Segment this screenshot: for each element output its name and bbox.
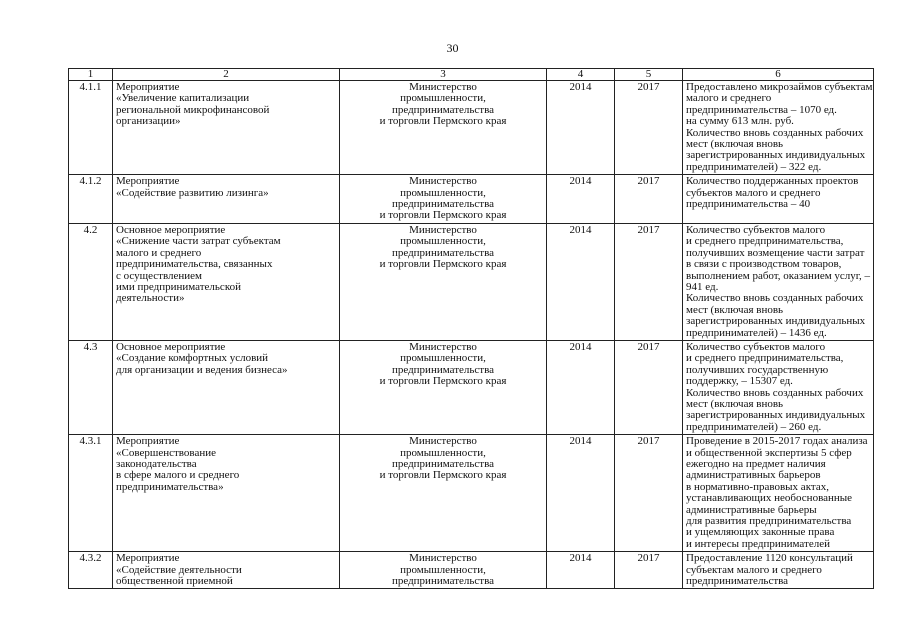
table-row	[69, 552, 874, 589]
executor	[340, 81, 547, 175]
end-year: 2017	[615, 223, 683, 340]
event-name-line: малого и среднего	[116, 246, 202, 259]
expected-result-line: предпринимательства	[686, 575, 789, 588]
expected-result-line: Количество поддержанных проектов	[686, 175, 859, 188]
expected-result	[683, 340, 874, 434]
expected-result	[683, 175, 874, 224]
expected-result-line: предпринимательства – 40	[686, 198, 811, 211]
event-name-line: ими предпринимательской	[116, 280, 241, 293]
end-year: 2017	[615, 81, 683, 175]
header-row	[69, 69, 874, 81]
expected-result	[683, 81, 874, 175]
row-number: 4.3.2	[69, 552, 113, 589]
event-name-line: «Создание комфортных условий	[116, 352, 269, 365]
start-year: 2014	[547, 175, 615, 224]
executor-line: Министерство	[409, 81, 477, 93]
executor-line: промышленности,	[400, 235, 486, 248]
executor-line: предпринимательства	[391, 363, 495, 376]
event-name-line: «Совершенствование	[116, 446, 216, 459]
executor-line: предпринимательства	[391, 246, 495, 259]
event-name	[113, 81, 340, 175]
executor-line: предпринимательства	[391, 198, 495, 211]
header-cell: 4	[547, 69, 615, 81]
expected-result-line: предпринимателей) – 1436 ед.	[686, 326, 827, 339]
executor-line: и торговли Пермского края	[379, 209, 507, 222]
end-year: 2017	[615, 340, 683, 434]
start-year: 2014	[547, 81, 615, 175]
event-name	[113, 175, 340, 224]
header-cell: 5	[615, 69, 683, 81]
end-year: 2017	[615, 552, 683, 589]
executor-line: и торговли Пермского края	[379, 115, 507, 128]
executor-line: предпринимательства	[391, 575, 495, 588]
start-year: 2014	[547, 435, 615, 552]
expected-result-line: и интересы предпринимателей	[686, 537, 830, 550]
executor	[340, 340, 547, 434]
row-number: 4.1.1	[69, 81, 113, 175]
header-cell: 6	[683, 69, 874, 81]
executor-line: Министерство	[409, 435, 477, 448]
event-name-line: деятельности»	[116, 292, 185, 305]
executor-line: Министерство	[409, 340, 477, 353]
expected-result-line: Количество вновь созданных рабочих	[686, 292, 864, 305]
expected-result-line: мест (включая вновь	[686, 397, 784, 410]
expected-result-line: устанавливающих необоснованные	[686, 492, 853, 505]
event-name-line: организации»	[116, 115, 181, 128]
event-name	[113, 552, 340, 589]
expected-result-line: для развития предпринимательства	[686, 515, 852, 528]
event-name	[113, 340, 340, 434]
executor-line: Министерство	[409, 552, 477, 565]
executor	[340, 175, 547, 224]
event-name-line: Основное мероприятие	[116, 223, 226, 236]
expected-result-line: на сумму 613 млн. руб.	[686, 115, 794, 128]
expected-result-line: в нормативно-правовых актах,	[686, 480, 829, 493]
page-number: 30	[446, 41, 459, 55]
executor	[340, 223, 547, 340]
expected-result-line: получивших возмещение части затрат	[686, 246, 865, 259]
expected-result-line: получивших государственную	[686, 363, 829, 376]
expected-result-line: выполнением работ, оказанием услуг, –	[686, 269, 871, 282]
end-year: 2017	[615, 175, 683, 224]
event-name-line: региональной микрофинансовой	[116, 103, 270, 116]
row-number: 4.3.1	[69, 435, 113, 552]
header-cell: 2	[113, 69, 340, 81]
event-name-line: предпринимательства, связанных	[116, 258, 273, 271]
executor-line: промышленности,	[400, 92, 486, 105]
event-name-line: предпринимательства»	[116, 480, 224, 493]
executor-line: промышленности,	[400, 186, 486, 199]
executor-line: и торговли Пермского края	[379, 375, 507, 388]
expected-result	[683, 435, 874, 552]
expected-result-line: предпринимателей) – 260 ед.	[686, 420, 822, 433]
executor-line: промышленности,	[400, 352, 486, 365]
expected-result-line: предпринимателей) – 322 ед.	[686, 160, 822, 173]
event-name-line: Мероприятие	[116, 81, 180, 93]
expected-result-line: ежегодно на предмет наличия	[686, 458, 826, 470]
event-name-line: «Увеличение капитализации	[116, 92, 250, 105]
executor-line: предпринимательства	[391, 458, 495, 470]
executor-line: Министерство	[409, 223, 477, 236]
start-year: 2014	[547, 552, 615, 589]
event-name-line: Мероприятие	[116, 435, 180, 448]
executor-line: промышленности,	[400, 563, 486, 576]
expected-result-line: субъектов малого и среднего	[686, 186, 821, 199]
expected-result	[683, 552, 874, 589]
event-name-line: «Содействие деятельности	[116, 563, 242, 576]
event-name-line: законодательства	[116, 458, 197, 470]
event-name-line: для организации и ведения бизнеса»	[116, 363, 288, 376]
executor	[340, 435, 547, 552]
expected-result-line: в связи с производством товаров,	[686, 258, 842, 271]
table-row	[69, 81, 874, 175]
expected-result-line: зарегистрированных индивидуальных	[686, 409, 866, 422]
executor	[340, 552, 547, 589]
executor-line: Министерство	[409, 175, 477, 188]
row-number: 4.3	[69, 340, 113, 434]
header-cell: 3	[340, 69, 547, 81]
event-name-line: в сфере малого и среднего	[116, 469, 240, 482]
event-name-line: общественной приемной	[116, 575, 233, 588]
expected-result-line: и среднего предпринимательства,	[686, 352, 844, 365]
table-row	[69, 175, 874, 224]
expected-result-line: зарегистрированных индивидуальных	[686, 315, 866, 328]
expected-result-line: мест (включая вновь	[686, 138, 784, 151]
expected-result-line: и общественной экспертизы 5 сфер	[686, 446, 852, 459]
start-year: 2014	[547, 223, 615, 340]
event-name-line: с осуществлением	[116, 269, 202, 282]
expected-result-line: административных барьеров	[686, 469, 821, 482]
expected-result-line: Количество субъектов малого	[686, 223, 826, 236]
expected-result-line: Предоставление 1120 консультаций	[686, 552, 853, 565]
expected-result	[683, 223, 874, 340]
event-name-line: Мероприятие	[116, 552, 180, 565]
expected-result-line: малого и среднего	[686, 92, 772, 105]
expected-result-line: Предоставлено микрозаймов субъектам	[686, 81, 873, 93]
event-name	[113, 223, 340, 340]
expected-result-line: Количество субъектов малого	[686, 340, 826, 353]
expected-result-line: поддержку, – 15307 ед.	[686, 375, 793, 388]
executor-line: и торговли Пермского края	[379, 258, 507, 271]
end-year: 2017	[615, 435, 683, 552]
expected-result-line: Количество вновь созданных рабочих	[686, 386, 864, 399]
expected-result-line: Количество вновь созданных рабочих	[686, 126, 864, 139]
executor-line: промышленности,	[400, 446, 486, 459]
row-number: 4.1.2	[69, 175, 113, 224]
expected-result-line: административные барьеры	[686, 503, 817, 516]
event-name	[113, 435, 340, 552]
program-table	[68, 68, 874, 589]
event-name-line: «Содействие развитию лизинга»	[116, 186, 269, 199]
table-row	[69, 435, 874, 552]
expected-result-line: и среднего предпринимательства,	[686, 235, 844, 248]
expected-result-line: 941 ед.	[686, 280, 719, 293]
expected-result-line: субъектам малого и среднего	[686, 563, 822, 576]
expected-result-line: зарегистрированных индивидуальных	[686, 149, 866, 162]
executor-line: предпринимательства	[391, 103, 495, 116]
expected-result-line: предпринимательства – 1070 ед.	[686, 103, 837, 116]
event-name-line: Мероприятие	[116, 175, 180, 188]
start-year: 2014	[547, 340, 615, 434]
table-row	[69, 340, 874, 434]
event-name-line: Основное мероприятие	[116, 340, 226, 353]
event-name-line: «Снижение части затрат субъектам	[116, 235, 281, 248]
header-cell: 1	[69, 69, 113, 81]
expected-result-line: Проведение в 2015-2017 годах анализа	[686, 435, 868, 448]
expected-result-line: мест (включая вновь	[686, 303, 784, 316]
executor-line: и торговли Пермского края	[379, 469, 507, 482]
table-row	[69, 223, 874, 340]
expected-result-line: и ущемляющих законные права	[686, 526, 835, 539]
row-number: 4.2	[69, 223, 113, 340]
